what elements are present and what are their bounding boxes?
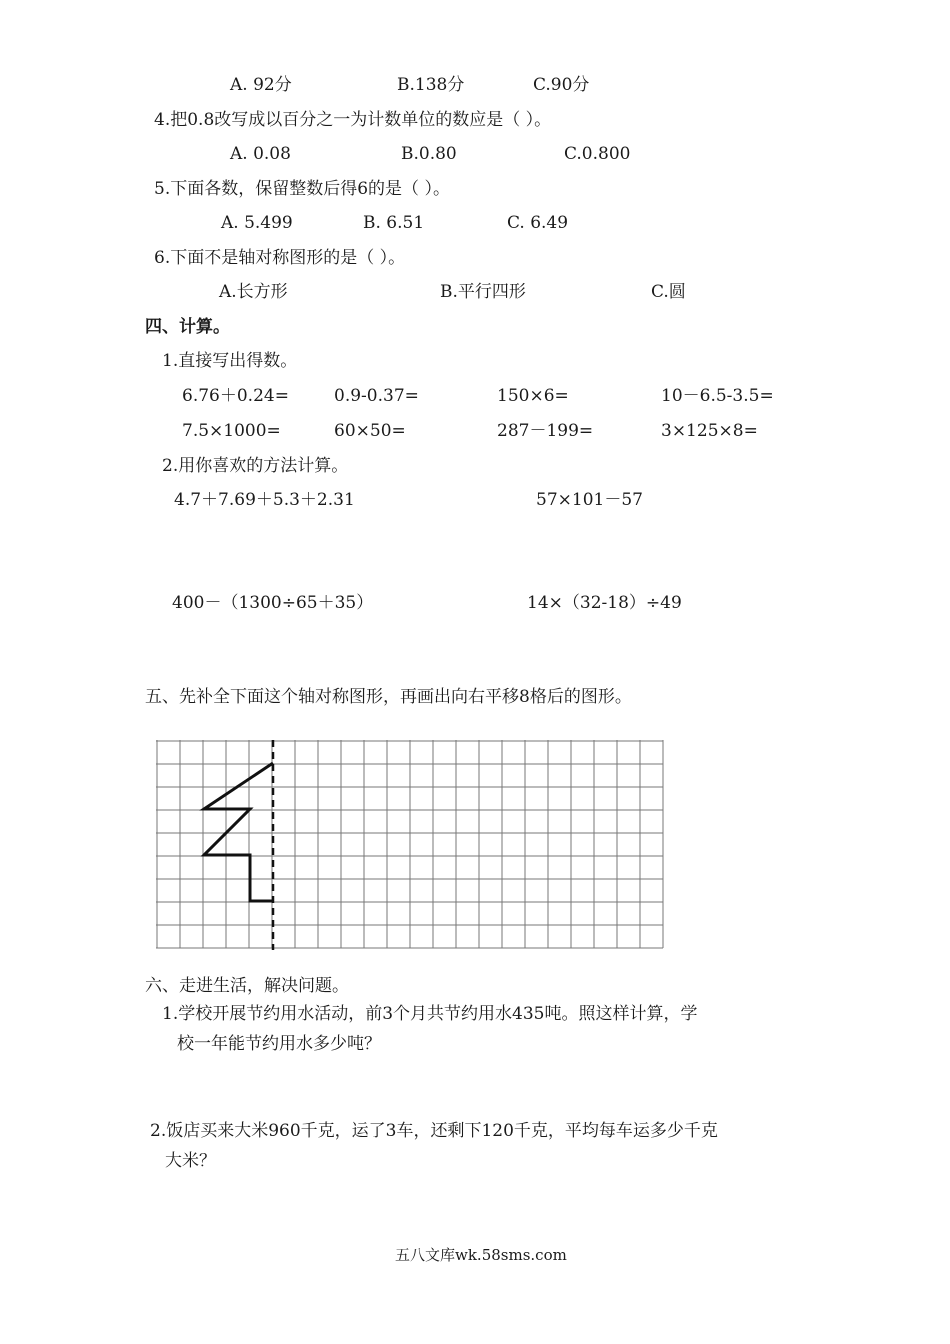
q6-option-a: A.长方形 bbox=[219, 282, 288, 302]
q4-option-c: C.0.800 bbox=[564, 144, 631, 164]
section4-sub2: 2.用你喜欢的方法计算。 bbox=[162, 456, 349, 476]
problem1-line2: 校一年能节约用水多少吨？ bbox=[177, 1034, 381, 1054]
q6-option-c: C.圆 bbox=[651, 282, 686, 302]
oral-calc-1: 6.76＋0.24= bbox=[182, 386, 289, 406]
half-figure bbox=[204, 763, 273, 901]
oral-calc-2: 0.9-0.37= bbox=[334, 386, 419, 406]
q6-stem: 6.下面不是轴对称图形的是（ ）。 bbox=[154, 248, 406, 268]
oral-calc-5: 7.5×1000= bbox=[182, 421, 281, 441]
q4-option-b: B.0.80 bbox=[401, 144, 457, 164]
section6-title: 六、走进生活，解决问题。 bbox=[145, 976, 349, 996]
calc-2: 57×101－57 bbox=[536, 490, 643, 510]
oral-calc-7: 287－199= bbox=[497, 421, 594, 441]
q4-option-a: A. 0.08 bbox=[230, 144, 291, 164]
q3-option-b: B.138分 bbox=[397, 75, 465, 95]
grid-lines bbox=[156, 740, 663, 948]
problem2-line2: 大米？ bbox=[165, 1151, 216, 1171]
oral-calc-8: 3×125×8= bbox=[661, 421, 758, 441]
grid-drawing bbox=[156, 740, 670, 954]
q4-stem: 4.把0.8改写成以百分之一为计数单位的数应是（ ）。 bbox=[154, 110, 552, 130]
calc-4: 14×（32-18）÷49 bbox=[527, 593, 682, 613]
oral-calc-4: 10－6.5-3.5= bbox=[661, 386, 774, 406]
section4-sub1: 1.直接写出得数。 bbox=[162, 351, 298, 371]
footer-watermark: 五八文库wk.58sms.com bbox=[395, 1246, 567, 1264]
oral-calc-6: 60×50= bbox=[334, 421, 406, 441]
q3-option-c: C.90分 bbox=[533, 75, 590, 95]
q6-option-b: B.平行四形 bbox=[440, 282, 526, 302]
section5-title: 五、先补全下面这个轴对称图形，再画出向右平移8格后的图形。 bbox=[145, 687, 632, 707]
q3-option-a: A. 92分 bbox=[230, 75, 292, 95]
q5-stem: 5.下面各数，保留整数后得6的是（ ）。 bbox=[154, 179, 450, 199]
calc-3: 400－（1300÷65＋35） bbox=[172, 593, 374, 613]
oral-calc-3: 150×6= bbox=[497, 386, 569, 406]
problem2-line1: 2.饭店买来大米960千克，运了3车，还剩下120千克，平均每车运多少千克 bbox=[150, 1121, 718, 1141]
q5-option-c: C. 6.49 bbox=[507, 213, 569, 233]
section4-title: 四、计算。 bbox=[145, 317, 230, 337]
problem1-line1: 1.学校开展节约用水活动，前3个月共节约用水435吨。照这样计算，学 bbox=[162, 1004, 698, 1024]
q5-option-a: A. 5.499 bbox=[221, 213, 293, 233]
q5-option-b: B. 6.51 bbox=[363, 213, 425, 233]
calc-1: 4.7＋7.69＋5.3＋2.31 bbox=[174, 490, 355, 510]
